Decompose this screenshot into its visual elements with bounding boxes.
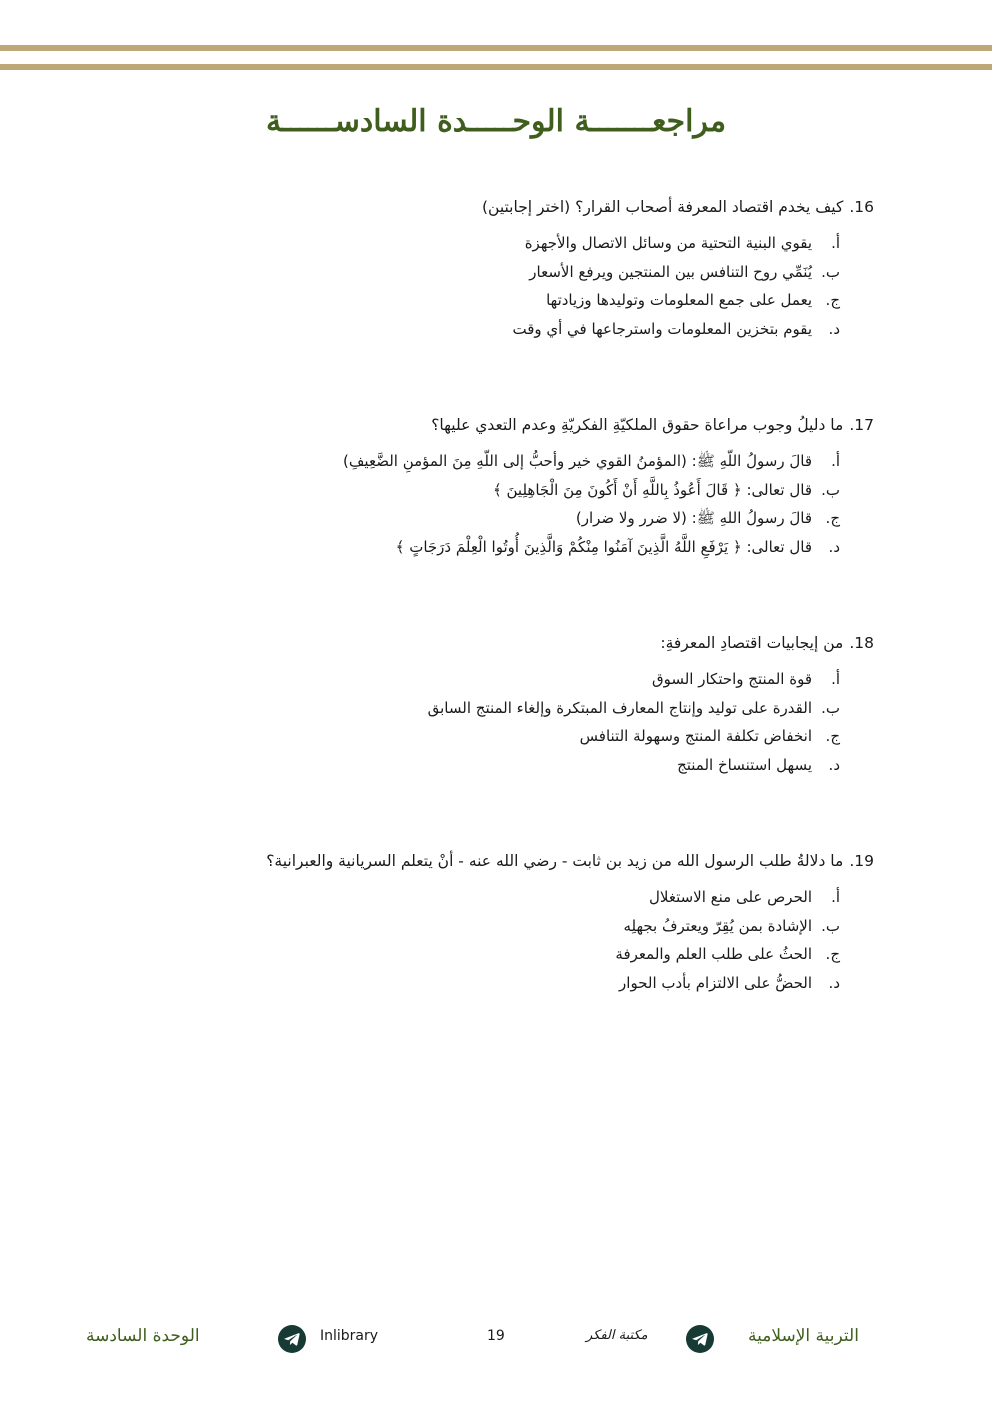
option-letter: ج. bbox=[825, 291, 840, 309]
question-17 bbox=[134, 413, 874, 561]
page-number: 19 bbox=[487, 1328, 505, 1344]
unit-label: الوحدة السادسة bbox=[86, 1326, 200, 1346]
answer-options bbox=[134, 665, 874, 779]
option-text: انخفاض تكلفة المنتج وسهولة التنافس bbox=[579, 727, 812, 745]
top-rule-lower bbox=[0, 64, 992, 70]
channel-name[interactable]: Inlibrary bbox=[320, 1328, 379, 1344]
option-c[interactable] bbox=[134, 504, 840, 533]
option-b[interactable] bbox=[134, 476, 840, 505]
page-footer bbox=[0, 1322, 992, 1358]
option-text: يسهل استنساخ المنتج bbox=[677, 755, 812, 774]
option-b[interactable] bbox=[134, 258, 840, 287]
option-text: قالَ رسولُ اللهِ ﷺ: (لا ضرر ولا ضرار) bbox=[575, 509, 812, 527]
option-text: الإشادة بمن يُقِرّ ويعترفُ بجهلِه bbox=[623, 916, 812, 935]
option-c[interactable] bbox=[134, 286, 840, 315]
option-a[interactable] bbox=[134, 229, 840, 258]
option-letter: د. bbox=[828, 973, 840, 992]
option-a[interactable] bbox=[134, 447, 840, 476]
question-text bbox=[134, 195, 874, 219]
option-letter: ج. bbox=[825, 509, 840, 527]
option-d[interactable] bbox=[134, 315, 840, 344]
option-text: الحثُ على طلب العلم والمعرفة bbox=[615, 945, 812, 963]
option-text: يُنَمِّي روح التنافس بين المنتجين ويرفع الأسعار bbox=[529, 262, 812, 281]
answer-options bbox=[134, 447, 874, 561]
question-number: 18. bbox=[849, 634, 874, 652]
option-letter: د. bbox=[828, 537, 840, 556]
option-letter: أ. bbox=[831, 670, 840, 688]
option-letter: ب. bbox=[821, 698, 840, 717]
top-rule-upper bbox=[0, 45, 992, 51]
question-number: 19. bbox=[849, 852, 874, 870]
option-d[interactable] bbox=[134, 533, 840, 562]
page-title: مراجعـــــــة الوحـــــدة السادســــــة bbox=[265, 104, 727, 139]
question-prompt: من إيجابيات اقتصادِ المعرفةِ: bbox=[660, 634, 844, 652]
question-number: 17. bbox=[849, 416, 874, 434]
option-text: الحرص على منع الاستغلال bbox=[648, 888, 812, 906]
option-letter: أ. bbox=[831, 888, 840, 906]
question-19 bbox=[134, 849, 874, 997]
question-prompt: ما دلالةُ طلب الرسول الله من زيد بن ثابت - رضي الله عنه - أنْ يتعلم السريانية والعبرانية؟ bbox=[266, 852, 844, 870]
question-number: 16. bbox=[849, 198, 874, 216]
option-letter: أ. bbox=[831, 234, 840, 252]
answer-options bbox=[134, 229, 874, 343]
option-c[interactable] bbox=[134, 722, 840, 751]
option-text: قال تعالى: ﴿ قَالَ أَعُوذُ بِاللَّهِ أَنْ أَكُونَ مِنَ الْجَاهِلِينَ ﴾ bbox=[492, 480, 812, 499]
question-text bbox=[134, 849, 874, 873]
option-text: قوة المنتج واحتكار السوق bbox=[651, 670, 812, 688]
option-b[interactable] bbox=[134, 694, 840, 723]
option-text: يعمل على جمع المعلومات وتوليدها وزيادتها bbox=[546, 291, 812, 309]
answer-options bbox=[134, 883, 874, 997]
question-prompt: كيف يخدم اقتصاد المعرفة أصحاب القرار؟ (اختر إجابتين) bbox=[481, 198, 844, 216]
option-d[interactable] bbox=[134, 751, 840, 780]
telegram-icon[interactable] bbox=[686, 1325, 714, 1353]
option-letter: د. bbox=[828, 319, 840, 338]
option-c[interactable] bbox=[134, 940, 840, 969]
option-b[interactable] bbox=[134, 912, 840, 941]
option-letter: ب. bbox=[821, 262, 840, 281]
option-text: قالَ رسولُ اللّهِ ﷺ: (المؤمنُ القوي خير وأحبُّ إلى اللّهِ مِنَ المؤمنِ الضَّعِيفِ) bbox=[343, 452, 812, 470]
option-letter: ب. bbox=[821, 480, 840, 499]
option-text: يقوي البنية التحتية من وسائل الاتصال والأجهزة bbox=[524, 234, 812, 252]
option-letter: د. bbox=[828, 755, 840, 774]
option-d[interactable] bbox=[134, 969, 840, 998]
option-letter: ب. bbox=[821, 916, 840, 935]
question-18 bbox=[134, 631, 874, 779]
library-wordmark: مكتبة الفكر bbox=[586, 1328, 648, 1343]
option-letter: ج. bbox=[825, 945, 840, 963]
telegram-icon[interactable] bbox=[278, 1325, 306, 1353]
question-text bbox=[134, 413, 874, 437]
question-16 bbox=[134, 195, 874, 343]
option-letter: ج. bbox=[825, 727, 840, 745]
question-prompt: ما دليلُ وجوب مراعاة حقوق الملكيّةِ الفكريّةِ وعدم التعدي عليها؟ bbox=[431, 416, 844, 434]
option-letter: أ. bbox=[831, 452, 840, 470]
option-text: قال تعالى: ﴿ يَرْفَعِ اللَّهُ الَّذِينَ آمَنُوا مِنْكُمْ وَالَّذِينَ أُوتُوا الْعِلْمَ دَرَجَاتٍ ﴾ bbox=[395, 537, 812, 556]
option-text: الحضُّ على الالتزام بأدب الحوار bbox=[619, 973, 812, 992]
option-text: يقوم بتخزين المعلومات واسترجاعها في أي وقت bbox=[512, 319, 812, 338]
option-text: القدرة على توليد وإنتاج المعارف المبتكرة وإلغاء المنتج السابق bbox=[427, 698, 812, 717]
subject-label: التربية الإسلامية bbox=[748, 1326, 859, 1346]
option-a[interactable] bbox=[134, 665, 840, 694]
question-text bbox=[134, 631, 874, 655]
option-a[interactable] bbox=[134, 883, 840, 912]
